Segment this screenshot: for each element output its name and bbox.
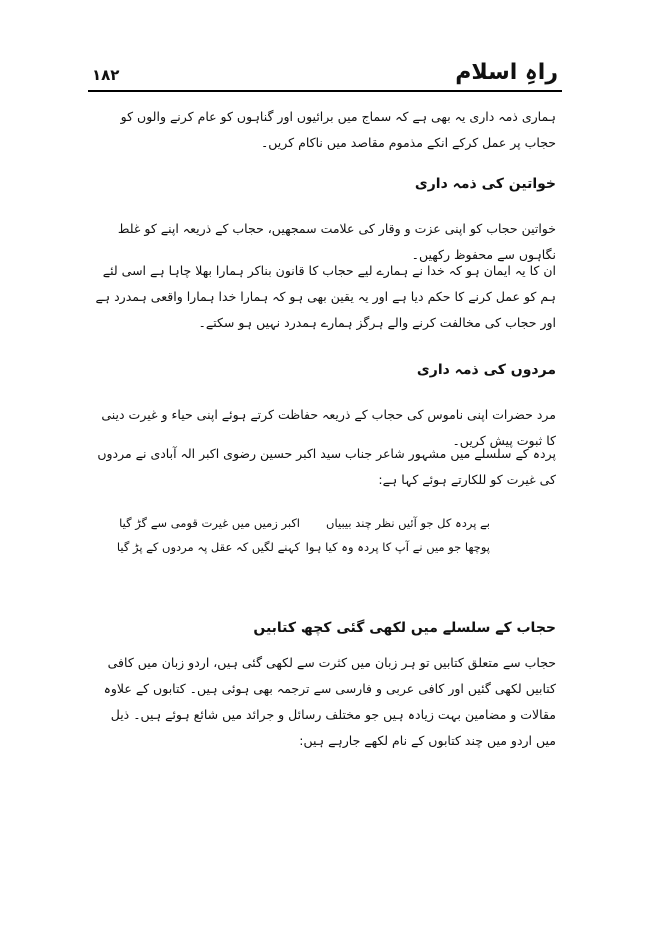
poem-line-1: بے پردہ کل جو آئیں نظر چند بیبیاں xyxy=(326,516,490,530)
poem-line-2: اکبر زمیں میں غیرت قومی سے گڑ گیا xyxy=(119,516,300,530)
men-paragraph-1: مرد حضرات اپنی ناموس کی حجاب کے ذریعہ حفاظت کرتے ہوئے اپنی حیاء و غیرت دینی کا ثبوت پیش کریں۔ xyxy=(101,407,556,448)
header-title: راہِ اسلام xyxy=(455,60,558,85)
women-paragraph-2: ان کا یہ ایمان ہو کہ خدا نے ہمارے لیے حجاب کا قانون بناکر ہمارا بھلا چاہا ہے اسی لئے ہم کو عمل کرنے کا حکم دیا ہے اور یہ یقین بھی ہو کہ ہمارا خدا ہمارا واقعی ہمدرد ہے اور حجاب کی مخالفت کرنے والے ہرگز ہمارے ہمدرد نہیں ہو سکتے۔ xyxy=(95,263,556,330)
intro-paragraph: ہماری ذمہ داری یہ بھی ہے کہ سماج میں برائیوں اور گناہوں کو عام کرنے والوں کو حجاب پر عمل کرکے انکے مذموم مقاصد میں ناکام کریں۔ xyxy=(120,109,556,150)
page-number: ۱۸۲ xyxy=(92,66,120,84)
poem-line-3: پوچھا جو میں نے آپ کا پردہ وہ کیا ہوا xyxy=(305,540,490,554)
poem-couplet-2 xyxy=(116,535,490,559)
men-paragraph-2: پردہ کے سلسلے میں مشہور شاعر جناب سید اکبر حسین رضوی اکبر الہ آبادی نے مردوں کی غیرت کو للکارتے ہوئے کہا ہے: xyxy=(97,446,556,487)
header-rule xyxy=(88,90,562,92)
poem-couplet-1 xyxy=(119,511,490,535)
books-heading: حجاب کے سلسلے میں لکھی گئی کچھ کتابیں xyxy=(253,620,556,636)
women-responsibility-heading: خواتین کی ذمہ داری xyxy=(414,176,556,192)
poem-line-4: کہنے لگیں کہ عقل پہ مردوں کے پڑ گیا xyxy=(116,540,300,554)
men-responsibility-heading: مردوں کی ذمہ داری xyxy=(416,362,556,378)
women-paragraph-1: خواتین حجاب کو اپنی عزت و وقار کی علامت سمجھیں، حجاب کے ذریعہ اپنے کو غلط نگاہوں سے محفوظ رکھیں۔ xyxy=(117,221,556,262)
books-paragraph: حجاب سے متعلق کتابیں تو ہر زبان میں کثرت سے لکھی گئی ہیں، اردو زبان میں کافی کتابیں لکھی گئیں اور کافی عربی و فارسی سے ترجمہ بھی ہوئی ہیں۔ کتابوں کے علاوہ مقالات و مضامین بہت زیادہ ہیں جو مختلف رسائل و جرائد میں شائع ہوئے ہیں۔ ذیل میں اردو میں چند کتابوں کے نام لکھے جارہے ہیں: xyxy=(103,655,556,748)
poem xyxy=(116,511,490,559)
